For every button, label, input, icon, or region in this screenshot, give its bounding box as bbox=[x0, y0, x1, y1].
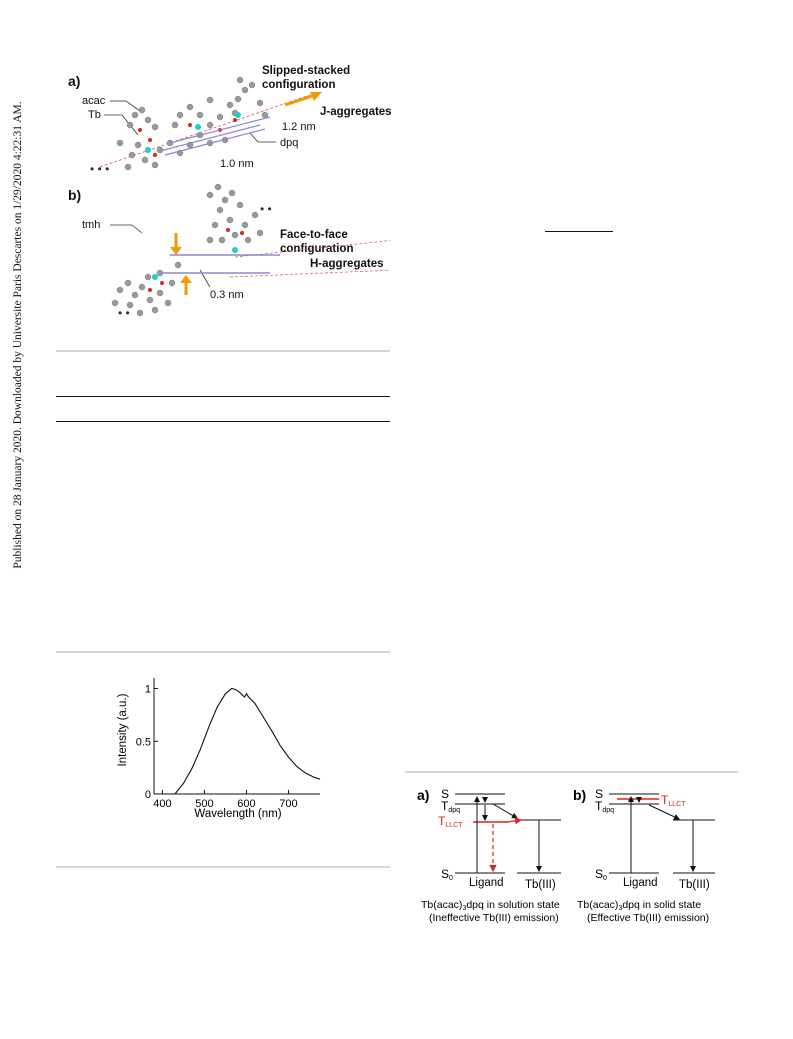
table-top-rule bbox=[56, 350, 390, 352]
panel-b-letter: b) bbox=[68, 187, 82, 203]
energy-level-diagrams bbox=[405, 780, 745, 940]
distance-1-2nm: 1.2 nm bbox=[282, 121, 316, 133]
x-tick-label: 400 bbox=[153, 798, 172, 810]
spectrum-series-line bbox=[175, 689, 320, 795]
j-aggregates-label: J-aggregates bbox=[320, 106, 392, 118]
svg-text:• • •: • • • bbox=[90, 162, 110, 176]
short-rule bbox=[545, 231, 613, 232]
dpq-label: dpq bbox=[280, 137, 299, 149]
panel-a-letter: a) bbox=[68, 73, 81, 89]
slipped-stacked-title: Slipped-stacked bbox=[262, 65, 351, 77]
caption-b-line2: (Effective Tb(III) emission) bbox=[587, 912, 710, 924]
h-aggregates-label: H-aggregates bbox=[310, 258, 384, 270]
energy-panel-b-letter: b) bbox=[573, 787, 587, 803]
y-axis-label: Intensity (a.u.) bbox=[117, 693, 129, 767]
y-tick-label: 0 bbox=[144, 789, 151, 801]
published-note: Published on 28 January 2020. Downloaded by Universite Paris Descartes on 1/29/2020 4:22:31 AM. bbox=[12, 101, 24, 569]
spectrum-top-rule bbox=[56, 651, 390, 653]
acac-label: acac bbox=[82, 95, 106, 107]
molecular-structures-drawing bbox=[60, 55, 390, 325]
face-to-face-title: Face-to-face bbox=[280, 229, 348, 241]
level-s0-a: S0 bbox=[441, 867, 453, 882]
energy-top-rule bbox=[405, 771, 738, 773]
slipped-stacked-title-2: configuration bbox=[262, 79, 336, 91]
level-s0-b: S0 bbox=[595, 867, 607, 882]
ligand-label-a: Ligand bbox=[469, 877, 504, 889]
x-tick-label: 700 bbox=[279, 798, 298, 810]
level-tllct-b: TLLCT bbox=[661, 793, 686, 808]
level-s-a: S bbox=[441, 787, 450, 801]
x-tick-label: 500 bbox=[195, 798, 214, 810]
face-to-face-title-2: configuration bbox=[280, 243, 354, 255]
distance-0-3nm: 0.3 nm bbox=[210, 289, 244, 301]
table-header-rule bbox=[56, 396, 390, 397]
caption-a-line1: Tb(acac)3dpq in solution state bbox=[421, 899, 560, 912]
distance-1-0nm: 1.0 nm bbox=[220, 158, 254, 170]
ligand-label-b: Ligand bbox=[623, 877, 658, 889]
level-tllct-a: TLLCT bbox=[438, 814, 463, 829]
x-tick-label: 600 bbox=[237, 798, 256, 810]
structures-figure bbox=[60, 55, 390, 325]
tb-label-b: Tb(III) bbox=[679, 879, 710, 891]
table-body-rule bbox=[56, 421, 390, 422]
caption-b-line1: Tb(acac)3dpq in solid state bbox=[577, 899, 702, 912]
tb-label-a: Tb(III) bbox=[525, 879, 556, 891]
energy-panel-a-letter: a) bbox=[417, 787, 430, 803]
tb-label: Tb bbox=[88, 109, 101, 121]
svg-text:• •: • • bbox=[260, 202, 272, 216]
tmh-label: tmh bbox=[82, 219, 101, 231]
x-axis-label: Wavelength (nm) bbox=[194, 808, 282, 820]
svg-text:• •: • • bbox=[118, 306, 130, 320]
level-t-a: Tdpq bbox=[441, 799, 461, 814]
level-s-b: S bbox=[595, 787, 604, 801]
emission-spectrum-chart bbox=[110, 668, 350, 828]
level-t-b: Tdpq bbox=[595, 799, 615, 814]
y-tick-label: 0.5 bbox=[135, 736, 151, 749]
y-tick-label: 1 bbox=[144, 683, 151, 696]
caption-a-line2: (Ineffective Tb(III) emission) bbox=[429, 912, 559, 924]
spectrum-bottom-rule bbox=[56, 866, 390, 868]
